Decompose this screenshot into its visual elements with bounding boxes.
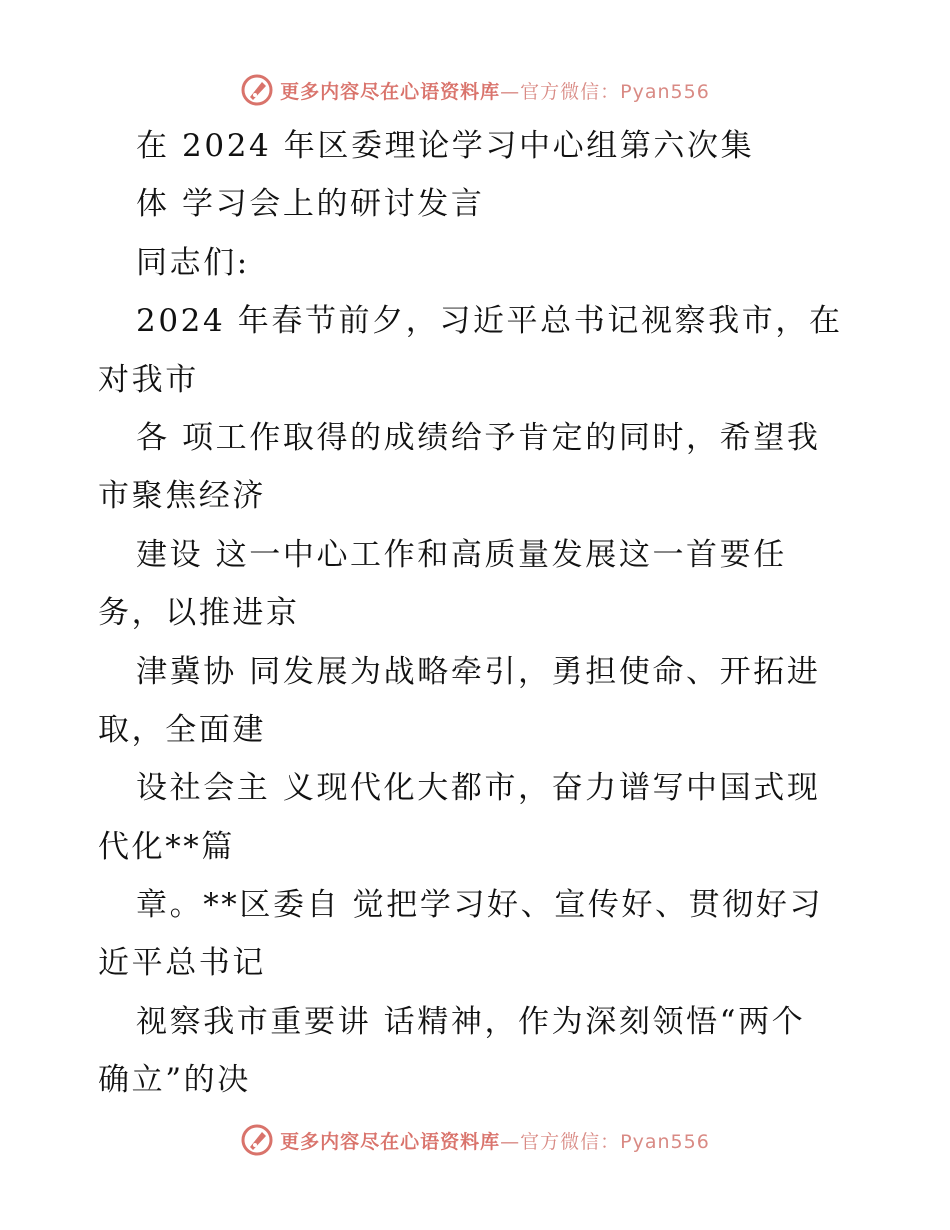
text-line: 代化**篇 xyxy=(98,828,235,865)
watermark-text xyxy=(280,77,710,104)
document-body xyxy=(98,117,843,1110)
text-line: 2024 年春节前夕，习近平总书记视察我市，在 xyxy=(136,303,843,340)
text-line: 确立”的决 xyxy=(98,1062,251,1099)
watermark-brand: 更多内容尽在心语资料库 xyxy=(280,80,501,103)
pen-nib-circle-icon xyxy=(240,73,274,107)
watermark-brand: 更多内容尽在心语资料库 xyxy=(280,1130,501,1153)
text-line: 对我市 xyxy=(98,361,199,398)
text-line: 设社会主 义现代化大都市，奋力谱写中国式现 xyxy=(136,770,821,807)
text-line: 视察我市重要讲 话精神，作为深刻领悟“两个 xyxy=(136,1003,806,1040)
header-watermark xyxy=(0,70,950,110)
text-line: 取，全面建 xyxy=(98,711,266,748)
watermark-suffix: —官方微信：Pyan556 xyxy=(500,80,710,103)
watermark-text xyxy=(280,1127,710,1154)
footer-watermark xyxy=(0,1120,950,1160)
text-line: 市聚焦经济 xyxy=(98,478,266,515)
text-line: 在 2024 年区委理论学习中心组第六次集 xyxy=(136,128,755,164)
text-line: 各 项工作取得的成绩给予肯定的同时，希望我 xyxy=(136,419,821,456)
text-line: 章。**区委自 觉把学习好、宣传好、贯彻好习 xyxy=(136,887,824,924)
text-line: 建设 这一中心工作和高质量发展这一首要任 xyxy=(136,536,787,573)
pen-nib-circle-icon xyxy=(240,1123,274,1157)
text-line: 津冀协 同发展为战略牵引，勇担使命、开拓进 xyxy=(136,653,821,690)
text-line: 体 学习会上的研讨发言 xyxy=(136,186,485,223)
text-line: 同志们: xyxy=(136,244,250,281)
watermark-suffix: —官方微信：Pyan556 xyxy=(500,1130,710,1153)
text-line: 务，以推进京 xyxy=(98,595,300,632)
text-line: 近平总书记 xyxy=(98,945,266,982)
